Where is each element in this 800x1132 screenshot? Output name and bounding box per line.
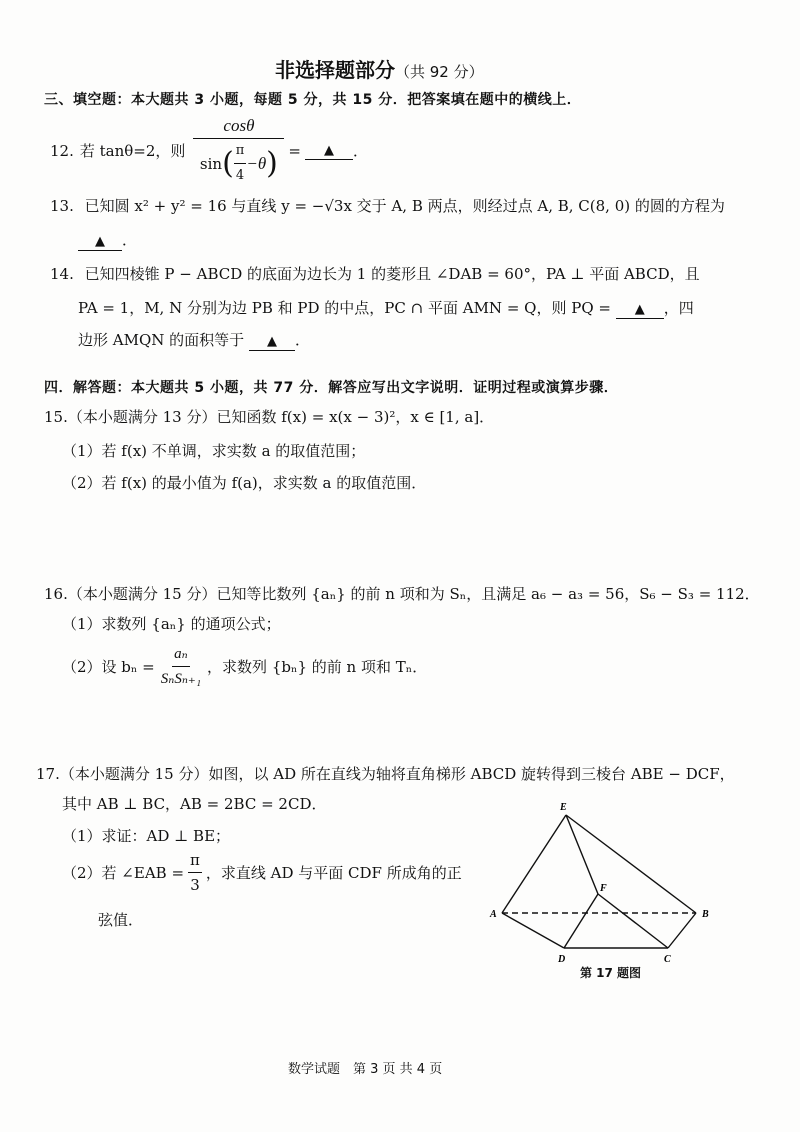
q14-line2b: ，四 [663,299,694,317]
label-B: B [702,909,709,920]
q15-part1: （1）若 f(x) 不单调，求实数 a 的取值范围； [62,442,366,460]
q14-line3a: 边形 AMQN 的面积等于 [78,331,245,349]
q13-answer-line [78,230,137,251]
q16-frac-num: aₙ [172,644,190,667]
q16-part2 [62,644,427,689]
title-text: 非选择题部分 [275,58,395,82]
q16-part2-tail: ，求数列 {bₙ} 的前 n 项和 Tₙ． [207,657,428,676]
q14-line1: 已知四棱锥 P − ABCD 的底面为边长为 1 的菱形且 ∠DAB = 60°，PA ⊥ 平面 ABCD，且 [84,265,700,283]
q16-part2-lead: （2）设 bₙ = [62,657,155,676]
q12-answer-blank: ▲ [305,143,353,160]
edge-AD [502,913,564,948]
q12-number: 12. [50,142,74,160]
q12-den-top: π [234,141,247,164]
q15-line1: 15.（本小题满分 13 分）已知函数 f(x) = x(x − 3)²，x ∈ [1, a]． [44,408,495,426]
q14-answer-blank-2: ▲ [249,334,295,351]
title-score: （共 92 分） [395,63,484,81]
q17-line2: 其中 AB ⊥ BC，AB = 2BC = 2CD． [62,795,327,813]
question-14 [50,264,700,284]
edge-CB [668,913,696,948]
q13-text: 已知圆 x² + y² = 16 与直线 y = −√3x 交于 A, B 两点，则经过点 A, B, C(8, 0) 的圆的方程为 [84,197,725,215]
section3-heading: 三、填空题：本大题共 3 小题，每题 5 分，共 15 分．把答案填在题中的横线上． [44,92,582,108]
question-13 [50,196,725,216]
q12-den-suffix: −θ [246,153,267,173]
q12-equals: = [288,142,301,160]
q13-answer-blank: ▲ [78,234,122,251]
q17-part2 [62,850,462,895]
q16-line1: 16.（本小题满分 15 分）已知等比数列 {aₙ} 的前 n 项和为 Sₙ，且满足 a₆ − a₃ = 56，S₆ − S₃ = 112． [44,585,760,603]
edge-AE [502,815,566,913]
q12-denominator: sin ( $\frac{\pi}{4}$ −θ ) [198,139,280,186]
q17-line1: 17.（本小题满分 15 分）如图，以 AD 所在直线为轴将直角梯形 ABCD 旋转得到三棱台 ABE − DCF， [36,765,735,783]
q12-den-bottom: 4 [235,168,245,183]
q17-part1: （1）求证：AD ⊥ BE； [62,827,231,845]
q14-answer-blank-1: ▲ [616,302,664,319]
label-A: A [490,909,497,920]
edge-DF [564,894,598,948]
page-title [275,54,484,83]
q12-fraction [193,116,284,186]
figure-caption: 第 17 题图 [580,966,642,980]
q12-numerator: cosθ [193,116,284,139]
question-12 [50,116,368,186]
q12-lead: 若 tanθ=2，则 [79,142,186,160]
q12-den-sin: sin [199,154,223,173]
q16-frac-den: SₙSₙ₊₁ [160,671,202,687]
edge-FC [598,894,668,948]
q14-line2a: PA = 1，M, N 分别为边 PB 和 PD 的中点，PC ∩ 平面 AMN = Q，则 PQ = [78,299,611,317]
q17-part2-end: 弦值． [98,911,144,929]
q16-fraction [159,644,203,689]
q17-part2-lead: （2）若 ∠EAB = [62,863,185,882]
q15-part2: （2）若 f(x) 的最小值为 f(a)，求实数 a 的取值范围． [62,474,427,492]
q14-line3 [78,330,310,351]
q17-figure [480,790,720,990]
q12-end: ． [353,142,369,160]
label-D: D [558,954,566,965]
q14-end: ． [294,331,310,349]
q12-pi-over-4 [234,141,247,186]
label-C: C [664,954,671,965]
q16-part1: （1）求数列 {aₙ} 的通项公式； [62,615,281,633]
q17-frac-den: 3 [190,876,200,894]
q17-fraction [188,850,202,895]
q14-number: 14. [50,265,74,283]
section4-heading: 四．解答题：本大题共 5 小题，共 77 分．解答应写出文字说明．证明过程或演算步骤． [44,380,619,396]
q17-frac-num: π [188,850,202,873]
label-F: F [600,883,607,894]
q14-line2 [78,298,694,319]
label-E: E [560,802,567,813]
q13-number: 13. [50,197,74,215]
page-footer: 数学试题 第 3 页 共 4 页 [288,1062,443,1077]
q13-end: ． [122,231,138,249]
q17-part2-tail: ，求直线 AD 与平面 CDF 所成角的正 [205,863,462,882]
